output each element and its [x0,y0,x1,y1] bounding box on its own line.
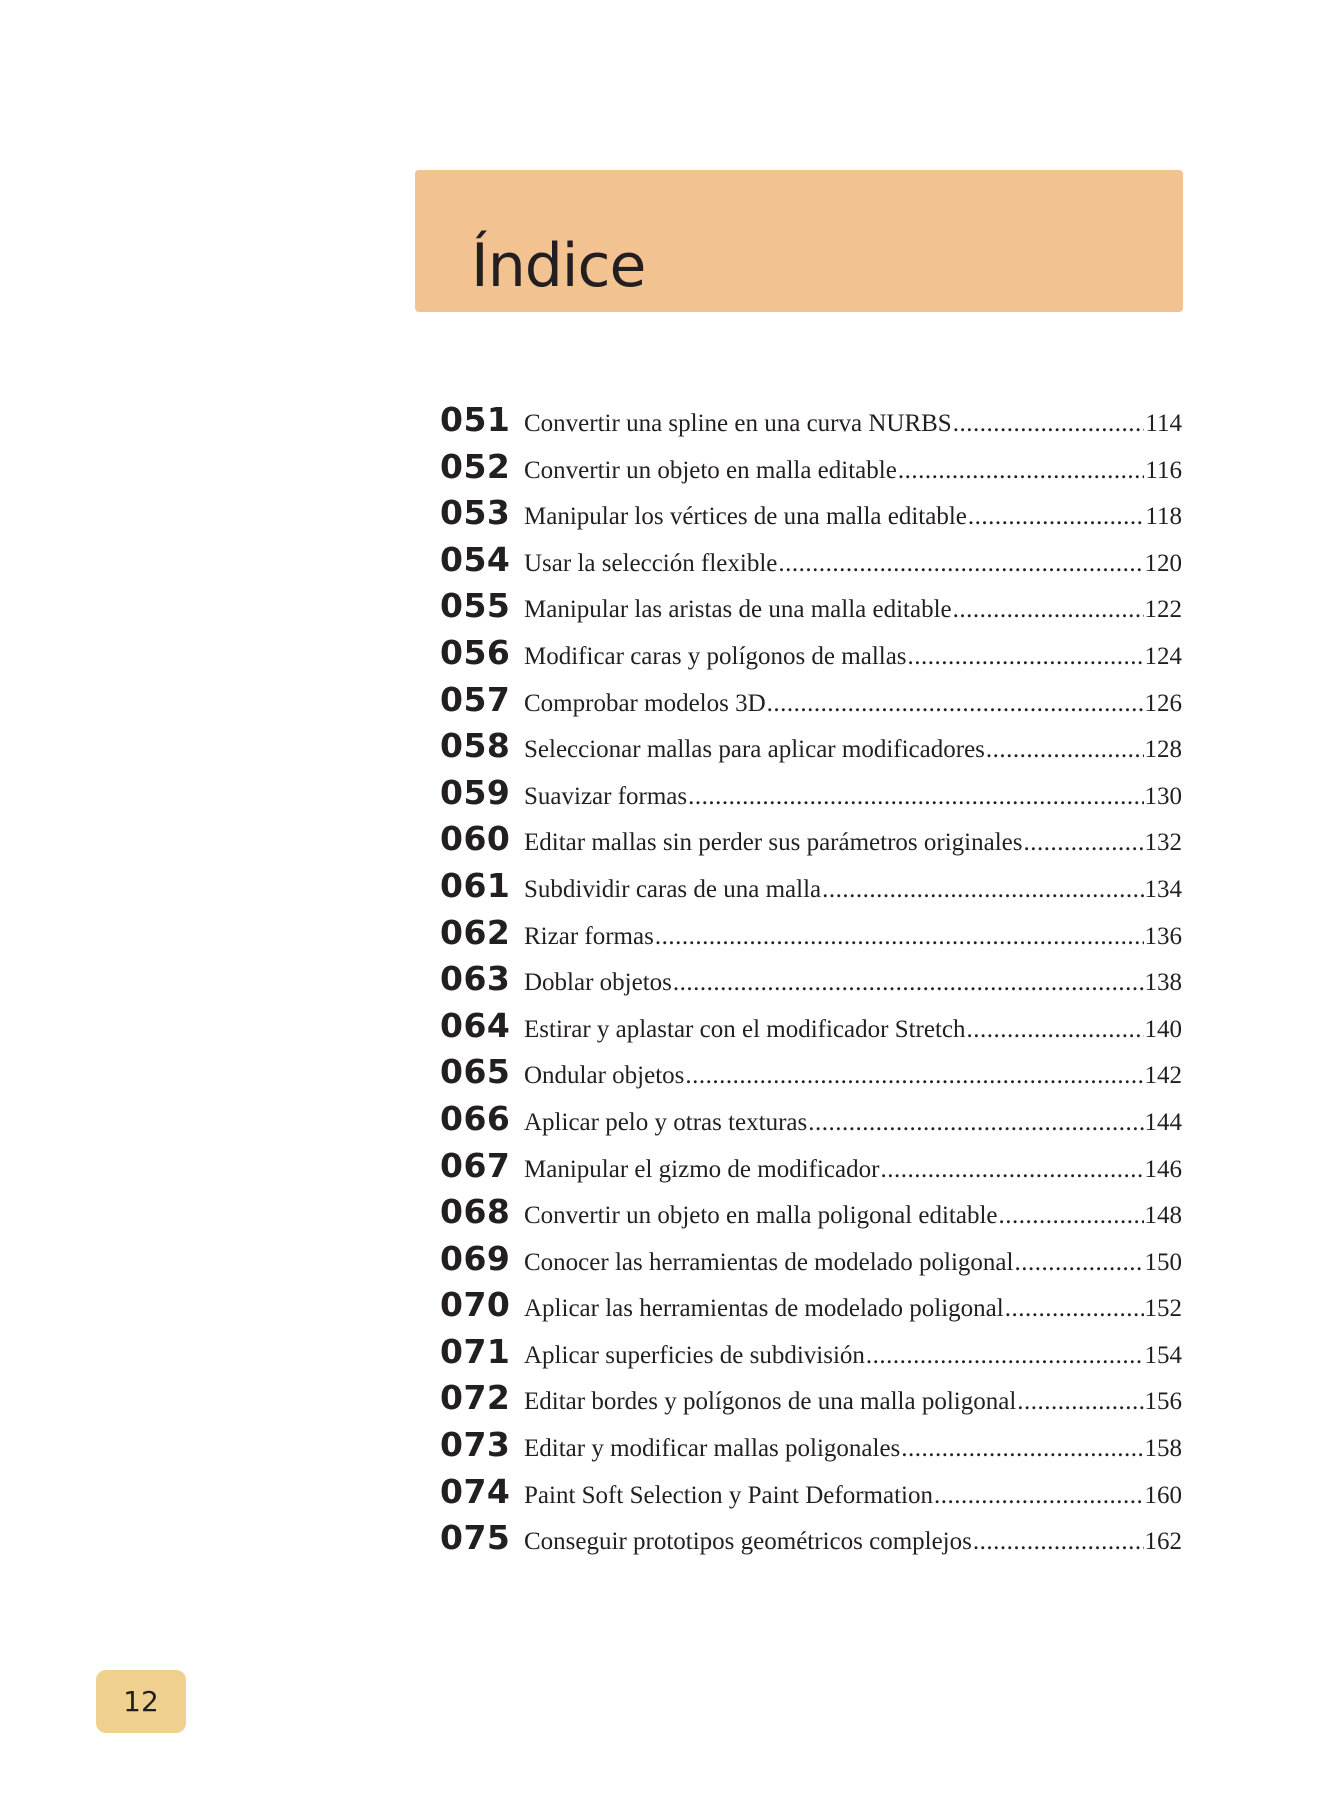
toc-entry[interactable] [440,1472,1182,1519]
toc-entry-title: Aplicar superficies de subdivisión [524,1341,865,1369]
page-number-badge: 12 [96,1670,186,1733]
toc-entry-page: 160 [1144,1481,1182,1509]
toc-entry[interactable] [440,540,1182,587]
toc-entry[interactable] [440,913,1182,960]
toc-entry-number: 051 [440,400,511,439]
toc-entry-number: 069 [440,1238,511,1278]
toc-entry-number: 065 [440,1052,511,1092]
toc-entry-title: Comprobar modelos 3D [524,689,766,717]
toc-entry[interactable] [440,680,1182,727]
toc-entry-title: Manipular las aristas de una malla editable [524,596,952,624]
toc-dot-leader [986,736,1144,764]
toc-entry[interactable] [440,400,1182,447]
toc-entry-title: Usar la selección flexible [524,549,778,577]
toc-entry-title: Manipular los vértices de una malla editable [524,503,967,531]
toc-dot-leader [953,410,1145,438]
toc-entry-number: 073 [440,1425,511,1465]
toc-entry[interactable] [440,586,1182,633]
toc-entry[interactable] [440,1099,1182,1146]
toc-dot-leader [688,783,1143,811]
toc-dot-leader [1014,1249,1143,1277]
toc-entry-page: 142 [1144,1062,1182,1090]
toc-entry-title: Subdividir caras de una malla [524,875,822,903]
toc-dot-leader [973,1528,1144,1556]
toc-entry-page: 116 [1145,456,1182,484]
toc-entry-number: 058 [440,726,511,766]
toc-entry[interactable] [440,1239,1182,1286]
toc-entry-title: Ondular objetos [524,1062,685,1090]
toc-entry-page: 138 [1144,969,1182,997]
toc-entry-page: 132 [1144,829,1182,857]
toc-entry-number: 064 [440,1005,511,1045]
toc-entry-title: Editar y modificar mallas poligonales [524,1435,901,1463]
index-header-banner [415,170,1183,312]
toc-entry-number: 075 [440,1518,511,1558]
toc-entry[interactable] [440,493,1182,540]
toc-dot-leader [822,876,1143,904]
toc-entry-title: Aplicar las herramientas de modelado poligonal [524,1295,1004,1323]
toc-dot-leader [685,1062,1143,1090]
toc-entry[interactable] [440,1146,1182,1193]
toc-dot-leader [655,923,1144,951]
toc-entry[interactable] [440,1425,1182,1472]
toc-dot-leader [1017,1388,1143,1416]
toc-entry-page: 122 [1144,596,1182,624]
toc-entry-page: 158 [1144,1435,1182,1463]
toc-entry[interactable] [440,1052,1182,1099]
toc-entry-page: 130 [1144,782,1182,810]
toc-entry-number: 074 [440,1471,511,1511]
toc-entry-page: 156 [1144,1388,1182,1416]
toc-dot-leader [866,1342,1144,1370]
toc-entry-title: Conocer las herramientas de modelado poligonal [524,1248,1014,1276]
toc-dot-leader [967,1016,1144,1044]
toc-entry-number: 059 [440,772,511,812]
toc-entry-title: Manipular el gizmo de modificador [524,1155,880,1183]
toc-entry-number: 066 [440,1098,511,1138]
toc-entry[interactable] [440,866,1182,913]
toc-entry-title: Seleccionar mallas para aplicar modificadores [524,736,985,764]
toc-entry-page: 150 [1144,1248,1182,1276]
toc-entry-title: Conseguir prototipos geométricos complejos [524,1528,972,1556]
toc-entry[interactable] [440,1332,1182,1379]
toc-entry-number: 068 [440,1192,511,1232]
toc-entry-number: 055 [440,586,511,626]
toc-entry[interactable] [440,959,1182,1006]
toc-entry-number: 053 [440,493,511,533]
toc-entry-page: 152 [1144,1295,1182,1323]
toc-entry-title: Convertir una spline en una curva NURBS [524,410,952,437]
toc-entry-number: 057 [440,679,511,719]
toc-entry-number: 061 [440,865,511,905]
toc-dot-leader [673,969,1144,997]
toc-dot-leader [1023,829,1143,857]
toc-dot-leader [953,596,1144,624]
toc-entry-page: 128 [1144,736,1182,764]
toc-entry[interactable] [440,819,1182,866]
toc-entry[interactable] [440,1518,1182,1565]
toc-entry-title: Rizar formas [524,922,654,950]
toc-entry-page: 154 [1144,1341,1182,1369]
toc-entry-page: 140 [1144,1015,1182,1043]
toc-dot-leader [999,1202,1144,1230]
toc-entry[interactable] [440,447,1182,494]
toc-entry-number: 063 [440,959,511,999]
toc-entry[interactable] [440,1192,1182,1239]
page-title: Índice [471,231,646,301]
toc-dot-leader [898,457,1145,485]
toc-entry[interactable] [440,1378,1182,1425]
toc-entry-number: 070 [440,1285,511,1325]
toc-entry[interactable] [440,1006,1182,1053]
toc-entry-number: 062 [440,912,511,952]
toc-entry-page: 162 [1144,1528,1182,1556]
toc-entry-title: Doblar objetos [524,969,672,997]
toc-entry-page: 146 [1144,1155,1182,1183]
toc-dot-leader [934,1482,1144,1510]
toc-entry-title: Editar mallas sin perder sus parámetros originales [524,829,1023,857]
toc-dot-leader [767,690,1144,718]
toc-entry-title: Editar bordes y polígonos de una malla poligonal [524,1388,1017,1416]
toc-entry-number: 060 [440,819,511,859]
toc-entry[interactable] [440,633,1182,680]
toc-entry-page: 118 [1145,503,1182,531]
toc-entry-page: 144 [1144,1108,1182,1136]
toc-entry[interactable] [440,726,1182,773]
toc-entry[interactable] [440,1285,1182,1332]
toc-dot-leader [901,1435,1143,1463]
toc-entry-number: 052 [440,446,511,486]
table-of-contents [440,400,1182,1565]
toc-entry-number: 072 [440,1378,511,1418]
toc-dot-leader [1005,1295,1144,1323]
toc-entry-page: 126 [1144,689,1182,717]
toc-entry-title: Aplicar pelo y otras texturas [524,1108,808,1136]
toc-entry-number: 056 [440,632,511,672]
toc-entry-page: 114 [1145,410,1182,437]
toc-entry[interactable] [440,773,1182,820]
toc-entry-title: Estirar y aplastar con el modificador Stretch [524,1015,966,1043]
toc-dot-leader [778,550,1143,578]
toc-entry-page: 124 [1144,642,1182,670]
toc-entry-number: 067 [440,1145,511,1185]
toc-entry-title: Paint Soft Selection y Paint Deformation [524,1481,933,1509]
toc-entry-title: Convertir un objeto en malla editable [524,456,897,484]
toc-dot-leader [908,643,1144,671]
toc-entry-title: Suavizar formas [524,782,688,810]
toc-entry-title: Modificar caras y polígonos de mallas [524,642,907,670]
toc-entry-page: 136 [1144,922,1182,950]
toc-entry-page: 120 [1144,549,1182,577]
toc-dot-leader [808,1109,1143,1137]
toc-entry-number: 071 [440,1331,511,1371]
toc-dot-leader [968,503,1145,531]
toc-entry-number: 054 [440,539,511,579]
toc-entry-page: 134 [1144,875,1182,903]
toc-dot-leader [880,1156,1143,1184]
toc-entry-title: Convertir un objeto en malla poligonal editable [524,1202,998,1230]
toc-entry-page: 148 [1144,1202,1182,1230]
